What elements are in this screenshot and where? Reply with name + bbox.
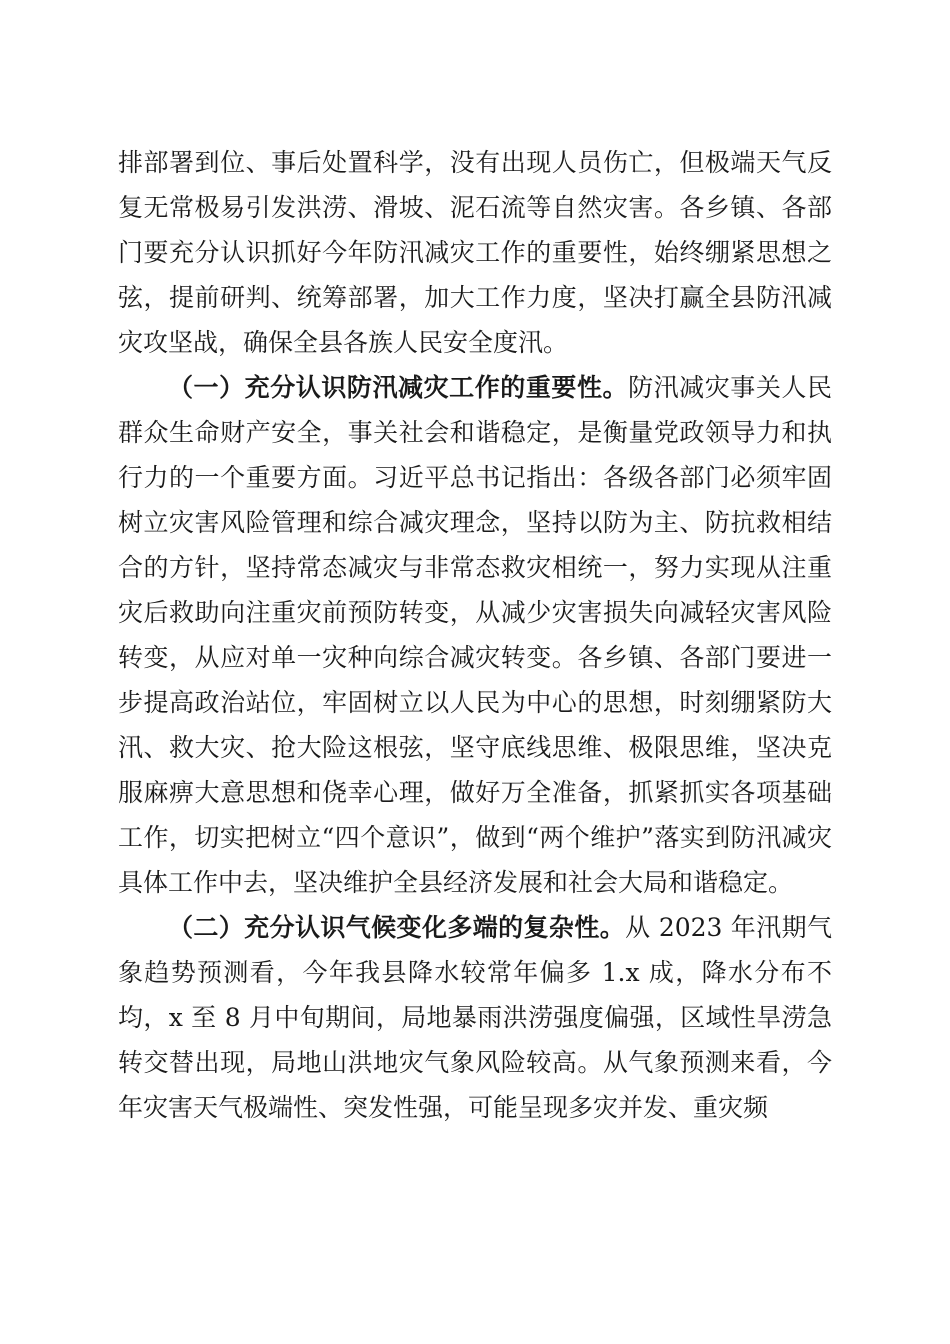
- section-heading: （一）充分认识防汛减灾工作的重要性。: [168, 373, 629, 402]
- paragraph-section-1: [118, 365, 832, 905]
- paragraph-section-2: [118, 905, 832, 1130]
- document-body: [118, 140, 832, 1130]
- section-heading: （二）充分认识气候变化多端的复杂性。: [168, 913, 626, 942]
- paragraph-text: 防汛减灾事关人民群众生命财产安全，事关社会和谐稳定，是衡量党政领导力和执行力的一个重要方面。习近平总书记指出：各级各部门必须牢固树立灾害风险管理和综合减灾理念，坚持以防为主、防抗救相结合的方针，坚持常态减灾与非常态救灾相统一，努力实现从注重灾后救助向注重灾前预防转变，从减少灾害损失向减轻灾害风险转变，从应对单一灾种向综合减灾转变。各乡镇、各部门要进一步提高政治站位，牢固树立以人民为中心的思想，时刻绷紧防大汛、救大灾、抢大险这根弦，坚守底线思维、极限思维，坚决克服麻痹大意思想和侥幸心理，做好万全准备，抓紧抓实各项基础工作，切实把树立“四个意识”，做到“两个维护”落实到防汛减灾具体工作中去，坚决维护全县经济发展和社会大局和谐稳定。: [118, 373, 832, 897]
- paragraph-text: 排部署到位、事后处置科学，没有出现人员伤亡，但极端天气反复无常极易引发洪涝、滑坡、泥石流等自然灾害。各乡镇、各部门要充分认识抓好今年防汛减灾工作的重要性，始终绷紧思想之弦，提前研判、统筹部署，加大工作力度，坚决打赢全县防汛减灾攻坚战，确保全县各族人民安全度汛。: [118, 148, 832, 357]
- paragraph-continuation: [118, 140, 832, 365]
- paragraph-text: 从 2023 年汛期气象趋势预测看，今年我县降水较常年偏多 1.x 成，降水分布不均，x 至 8 月中旬期间，局地暴雨洪涝强度偏强，区域性旱涝急转交替出现，局地山洪地灾气象风险较高。从气象预测来看，今年灾害天气极端性、突发性强，可能呈现多灾并发、重灾频: [118, 913, 832, 1122]
